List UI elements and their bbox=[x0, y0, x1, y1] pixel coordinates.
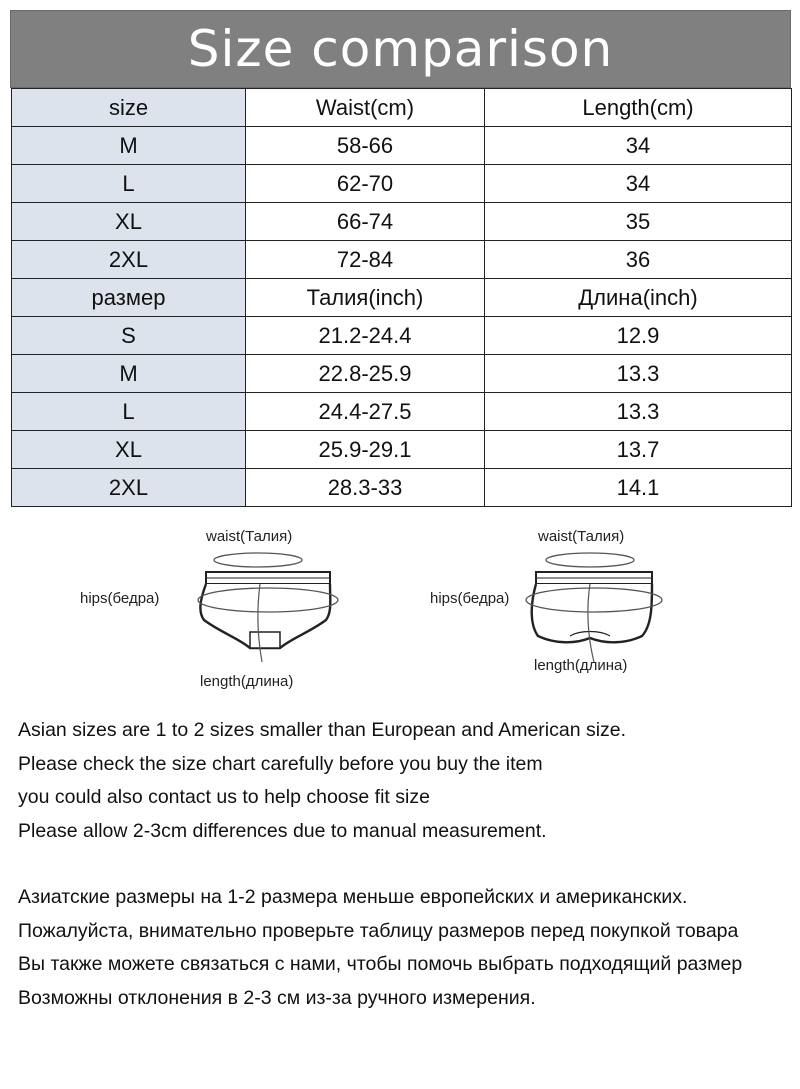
table-row bbox=[12, 317, 792, 355]
note-en-line: Asian sizes are 1 to 2 sizes smaller than European and American size. bbox=[18, 719, 627, 741]
table-row bbox=[12, 127, 792, 165]
waist-cell: 28.3-33 bbox=[246, 469, 485, 507]
length-cell: 13.3 bbox=[485, 355, 792, 393]
length-cell: 36 bbox=[485, 241, 792, 279]
hips-label: hips(бедра) bbox=[430, 590, 510, 607]
length-cell: 34 bbox=[485, 127, 792, 165]
length-cell: 12.9 bbox=[485, 317, 792, 355]
waist-cell: 21.2-24.4 bbox=[246, 317, 485, 355]
table-header-cell: size bbox=[12, 89, 246, 127]
table-row bbox=[12, 431, 792, 469]
waist-label: waist(Талия) bbox=[206, 528, 293, 545]
note-en-line: Please allow 2-3cm differences due to manual measurement. bbox=[18, 819, 547, 842]
waist-label: waist(Талия) bbox=[538, 528, 625, 545]
waist-measure-ring bbox=[546, 553, 634, 567]
size-cell: M bbox=[12, 355, 246, 393]
waist-measure-ring bbox=[214, 553, 302, 567]
table-row bbox=[12, 393, 792, 431]
table-header-cell: Талия(inch) bbox=[246, 279, 485, 317]
waist-cell: 58-66 bbox=[246, 127, 485, 165]
size-cell: XL bbox=[12, 431, 246, 469]
hips-label: hips(бедра) bbox=[80, 590, 160, 607]
size-table bbox=[11, 88, 792, 507]
length-cell: 35 bbox=[485, 203, 792, 241]
boyshort-illustration bbox=[420, 520, 720, 700]
size-cell: M bbox=[12, 127, 246, 165]
boyshort-body-shape bbox=[532, 584, 652, 642]
size-cell: S bbox=[12, 317, 246, 355]
table-row bbox=[12, 165, 792, 203]
waist-cell: 72-84 bbox=[246, 241, 485, 279]
waist-cell: 66-74 bbox=[246, 203, 485, 241]
waist-cell: 22.8-25.9 bbox=[246, 355, 485, 393]
boyshort-measurement-diagram bbox=[420, 520, 720, 700]
table-row bbox=[12, 203, 792, 241]
size-cell: 2XL bbox=[12, 469, 246, 507]
note-en-line: Please check the size chart carefully before you buy the item bbox=[18, 752, 543, 775]
note-ru-line: Пожалуйста, внимательно проверьте таблицу размеров перед покупкой товара bbox=[18, 919, 739, 942]
note-en-line: you could also contact us to help choose fit size bbox=[18, 786, 430, 808]
brief-illustration bbox=[80, 520, 380, 700]
table-header-cell: Length(cm) bbox=[485, 89, 792, 127]
waist-cell: 62-70 bbox=[246, 165, 485, 203]
gusset-shape bbox=[250, 632, 280, 648]
table-header-row bbox=[12, 89, 792, 127]
length-cell: 13.7 bbox=[485, 431, 792, 469]
waist-cell: 25.9-29.1 bbox=[246, 431, 485, 469]
note-ru-line: Возможны отклонения в 2-3 см из-за ручного измерения. bbox=[18, 986, 536, 1009]
length-label: length(длина) bbox=[200, 673, 294, 690]
table-row bbox=[12, 469, 792, 507]
size-cell: XL bbox=[12, 203, 246, 241]
size-cell: L bbox=[12, 393, 246, 431]
page-title: Size comparison bbox=[10, 10, 791, 88]
notes-spacer bbox=[18, 848, 788, 881]
table-header-cell: размер bbox=[12, 279, 246, 317]
table-row bbox=[12, 241, 792, 279]
table-row bbox=[12, 355, 792, 393]
size-cell: 2XL bbox=[12, 241, 246, 279]
size-notes bbox=[18, 714, 788, 1015]
length-cell: 14.1 bbox=[485, 469, 792, 507]
table-header-cell: Waist(cm) bbox=[246, 89, 485, 127]
waist-cell: 24.4-27.5 bbox=[246, 393, 485, 431]
length-label: length(длина) bbox=[534, 657, 628, 674]
note-ru-line: Азиатские размеры на 1-2 размера меньше европейских и американских. bbox=[18, 886, 688, 908]
table-header-row bbox=[12, 279, 792, 317]
table-header-cell: Длина(inch) bbox=[485, 279, 792, 317]
brief-measurement-diagram bbox=[80, 520, 380, 700]
note-ru-line: Вы также можете связаться с нами, чтобы помочь выбрать подходящий размер bbox=[18, 953, 743, 975]
length-cell: 13.3 bbox=[485, 393, 792, 431]
length-cell: 34 bbox=[485, 165, 792, 203]
size-cell: L bbox=[12, 165, 246, 203]
